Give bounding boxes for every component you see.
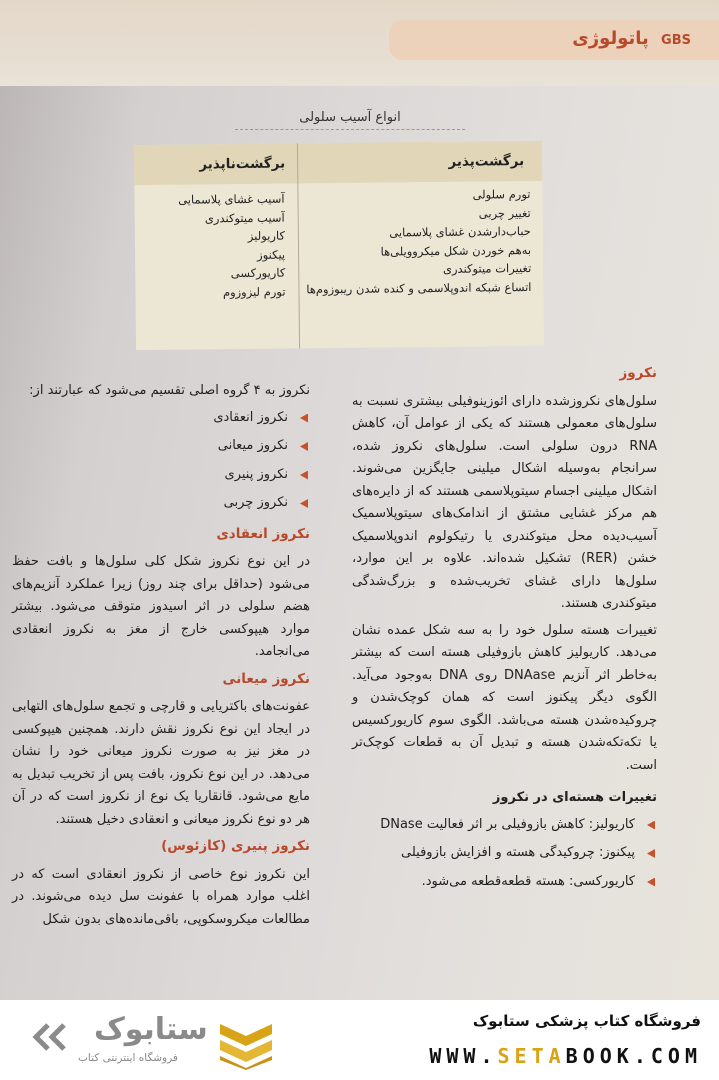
list-item: نکروز میعانی [12,435,310,458]
coagulative-heading: نکروز انعقادی [216,525,310,542]
list-item: حباب‌دارشدن غشای پلاسمایی [389,224,531,240]
list-item: اتساع شبکه اندوپلاسمی و کنده شدن ریبوزوم‌ها [306,279,532,297]
right-column [352,362,657,901]
irreversible-list [134,190,285,303]
liquefactive-paragraph: عفونت‌های باکتریایی و قارچی و تجمع سلول‌های التهابی در ایجاد این نوع نکروز نقش دارند. همچنین هیپوکسی در مغز نیز به صورت نکروز میعانی خود را نشان می‌دهد. در این نوع نکروز، بافت پس از تخریب تبدیل به مایع می‌شود. قانقاریا یک نوع از نکروز است که در آن هر دو نوع نکروز میعانی و انعقادی دخیل هستند. [12,699,310,827]
setabook-chevron-icon [218,1020,274,1070]
list-item: به‌هم خوردن شکل میکروویلی‌ها [380,242,532,259]
table-caption: انواع آسیب سلولی [235,110,465,130]
chapter-name: پاتولوژی [572,28,649,49]
necrosis-paragraph-2: تغییرات هسته سلول خود را به سه شکل عمده نشان می‌دهد. کاریولیز کاهش بازوفیلی هسته است که بیشتر به‌خاطر اثر آنزیم DNAase روی DNA به‌وجود می‌آید. الگوی دیگر پیکنوز است که همان کوچک‌شدن و چروکیده‌شدن هسته می‌باشد. الگوی سوم کاریورکسیس یا تکه‌تکه‌شدن هسته و تبدیل آن به قطعات کوچک‌تر است. [352,622,658,773]
list-item: تورم لیزوزوم [222,284,286,300]
list-item: تغییرات میتوکندری [442,261,532,277]
cell-injury-table [134,141,544,350]
list-item: نکروز پنیری [12,464,310,487]
chapter-title [572,28,691,49]
double-chevron-left-icon [30,1022,70,1052]
caseous-heading: نکروز پنیری (کازئوس) [161,838,310,854]
necrosis-types-list [12,407,310,515]
list-item: کاریورکسی [230,265,286,281]
left-column [12,380,310,935]
nuclear-changes-heading: تغییرات هسته‌ای در نکروز [492,790,657,805]
shop-url[interactable] [322,1044,702,1068]
necrosis-paragraph-1: سلول‌های نکروزشده دارای ائوزینوفیلی بیشتری نسبت به سلول‌های معمولی هستند که یکی از عوامل آن، کاهش RNA درون سلولی است. سلول‌های نکروز شده، سرانجام به‌وسیله اشکال میلینی جایگزین می‌شوند. اشکال میلینی اجسام سیتوپلاسمی هستند که از دایره‌های هم مرکز غشایی مشتق از اندامک‌های سیتوپلاسمیک آسیب‌دیده محل میتوکندری یا رتیکولوم اندوپلاسمیک خشن (RER) تشکیل شده‌اند. علاوه بر این موارد، سلول‌ها دارای غشای تخریب‌شده و بزرگ‌شدگی میتوکندری هستند. [352,393,657,611]
list-item: پیکنوز [257,247,286,262]
list-item: کاریولیز [247,228,285,244]
brand-logo[interactable] [30,1012,208,1072]
url-prefix: WWW. [429,1044,498,1068]
shop-name: فروشگاه کتاب پزشکی ستابوک [472,1012,701,1030]
list-item: آسیب میتوکندری [204,210,285,225]
brand-wordmark: ستابوک [94,1012,208,1047]
url-suffix: BOOK.COM [565,1044,702,1068]
irreversible-header: برگشت‌ناپذیر [134,143,297,185]
list-item: نکروز چربی [12,492,310,515]
list-item: کاریولیز: کاهش بازوفیلی بر اثر فعالیت DNase [352,814,657,837]
chapter-code: GBS [661,33,691,48]
brand-tagline: فروشگاه اینترنتی کتاب [78,1052,178,1064]
reversible-list [300,185,531,299]
necrosis-heading: نکروز [619,365,657,381]
necrosis-types-intro: نکروز به ۴ گروه اصلی تقسیم می‌شود که عبارتند از: [29,383,310,398]
reversible-header: برگشت‌پذیر [297,141,542,184]
nuclear-changes-list [352,814,657,894]
coagulative-paragraph: در این نوع نکروز شکل کلی سلول‌ها و بافت حفظ می‌شود (حداقل برای چند روز) زیرا عملکرد آنزیم‌های هضم سلولی در اثر اسیدوز متوقف می‌شود. بیشتر موارد هیپوکسی خارج از مغز به نکروز انعقادی می‌انجامد. [12,554,310,659]
liquefactive-heading: نکروز میعانی [222,670,310,687]
list-item: نکروز انعقادی [12,407,310,430]
caseous-paragraph: این نکروز نوع خاصی از نکروز انعقادی است که در اغلب موارد همراه با عفونت سل دیده می‌شوند. در مطالعات میکروسکوپی، باقی‌مانده‌های بدون شکل [12,866,310,927]
list-item: تغییر چربی [478,205,531,221]
url-highlight: SETA [497,1044,566,1068]
list-item: کاریورکسی: هسته قطعه‌قطعه می‌شود. [352,871,657,894]
list-item: آسیب غشای پلاسمایی [178,191,285,207]
list-item: پیکنوز: چروکیدگی هسته و افزایش بازوفیلی [352,842,657,865]
list-item: تورم سلولی [472,186,531,202]
